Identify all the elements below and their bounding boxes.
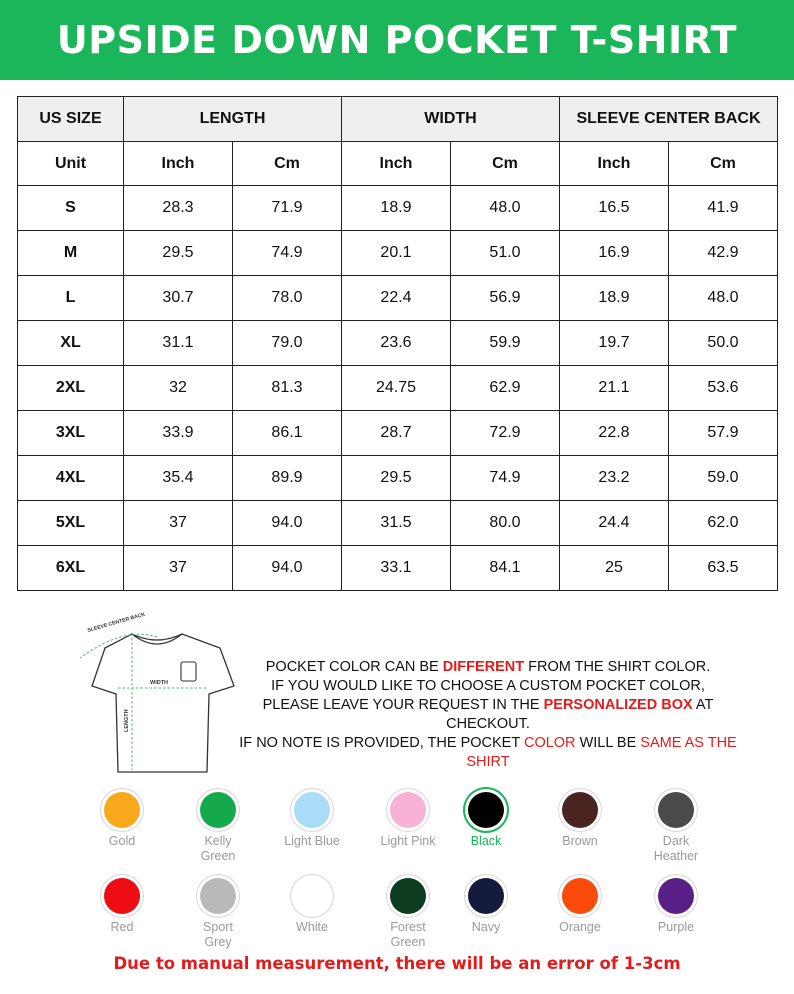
size-cell: XL	[18, 321, 124, 366]
swatch-circle	[200, 792, 236, 828]
table-row	[18, 321, 778, 366]
table-row	[18, 411, 778, 456]
value-cell: 51.0	[451, 231, 560, 276]
color-swatch-purple[interactable]	[628, 876, 724, 935]
swatch-circle	[390, 792, 426, 828]
value-cell: 89.9	[233, 456, 342, 501]
note-text: FROM THE SHIRT COLOR.	[524, 659, 711, 675]
table-row	[18, 366, 778, 411]
value-cell: 33.9	[124, 411, 233, 456]
color-swatch-sport-grey[interactable]	[170, 876, 266, 950]
swatch-label: Kelly Green	[200, 834, 236, 863]
value-cell: 59.0	[669, 456, 778, 501]
unit-cell: Cm	[669, 142, 778, 186]
unit-cell: Inch	[560, 142, 669, 186]
unit-cell: Cm	[451, 142, 560, 186]
value-cell: 56.9	[451, 276, 560, 321]
header-length: LENGTH	[124, 97, 342, 142]
swatch-label: Dark Heather	[653, 834, 699, 863]
table-row	[18, 501, 778, 546]
value-cell: 94.0	[233, 501, 342, 546]
note-line	[222, 658, 754, 677]
value-cell: 29.5	[342, 456, 451, 501]
swatch-label: Sport Grey	[203, 920, 233, 949]
sleeve-label: SLEEVE CENTER BACK	[86, 611, 146, 634]
width-label: WIDTH	[150, 680, 169, 686]
t-shirt-measurement-diagram	[72, 604, 242, 784]
value-cell: 18.9	[560, 276, 669, 321]
value-cell: 79.0	[233, 321, 342, 366]
note-text: POCKET COLOR CAN BE	[265, 659, 443, 675]
header-us-size: US SIZE	[18, 97, 124, 142]
value-cell: 74.9	[451, 456, 560, 501]
value-cell: 31.1	[124, 321, 233, 366]
color-swatch-navy[interactable]	[438, 876, 534, 935]
pocket-shape	[181, 662, 196, 681]
size-cell: 4XL	[18, 456, 124, 501]
value-cell: 29.5	[124, 231, 233, 276]
swatch-label: Orange	[559, 920, 601, 934]
note-text: AT CHECKOUT.	[446, 697, 714, 732]
value-cell: 19.7	[560, 321, 669, 366]
header-row	[18, 97, 778, 142]
value-cell: 30.7	[124, 276, 233, 321]
note-line: IF YOU WOULD LIKE TO CHOOSE A CUSTOM POCKET COLOR,	[271, 678, 705, 694]
unit-cell: Unit	[18, 142, 124, 186]
unit-row	[18, 142, 778, 186]
swatch-circle	[104, 878, 140, 914]
note-line	[222, 696, 754, 734]
table-row	[18, 546, 778, 591]
value-cell: 42.9	[669, 231, 778, 276]
swatch-circle	[104, 792, 140, 828]
swatch-label: Light Blue	[284, 834, 340, 848]
length-label: LENGTH	[124, 709, 130, 732]
value-cell: 31.5	[342, 501, 451, 546]
value-cell: 53.6	[669, 366, 778, 411]
value-cell: 50.0	[669, 321, 778, 366]
swatch-label: Navy	[471, 920, 501, 934]
unit-cell: Inch	[342, 142, 451, 186]
value-cell: 23.6	[342, 321, 451, 366]
note-text: WILL BE	[575, 735, 641, 751]
value-cell: 24.4	[560, 501, 669, 546]
swatch-circle	[658, 792, 694, 828]
header-width: WIDTH	[342, 97, 560, 142]
value-cell: 16.5	[560, 186, 669, 231]
swatch-circle	[468, 792, 504, 828]
table-row	[18, 456, 778, 501]
swatch-label: Red	[110, 920, 134, 934]
size-chart-table	[17, 96, 778, 591]
color-swatch-white[interactable]	[264, 876, 360, 935]
value-cell: 74.9	[233, 231, 342, 276]
size-cell: 5XL	[18, 501, 124, 546]
value-cell: 32	[124, 366, 233, 411]
color-swatch-brown[interactable]	[532, 790, 628, 849]
swatch-label: Brown	[562, 834, 598, 848]
size-cell: 6XL	[18, 546, 124, 591]
value-cell: 37	[124, 546, 233, 591]
value-cell: 21.1	[560, 366, 669, 411]
value-cell: 57.9	[669, 411, 778, 456]
value-cell: 22.4	[342, 276, 451, 321]
swatch-circle	[294, 792, 330, 828]
value-cell: 37	[124, 501, 233, 546]
value-cell: 18.9	[342, 186, 451, 231]
measurement-disclaimer: Due to manual measurement, there will be an error of 1-3cm	[113, 954, 681, 973]
note-highlight: DIFFERENT	[442, 659, 525, 675]
value-cell: 71.9	[233, 186, 342, 231]
color-swatch-light-blue[interactable]	[264, 790, 360, 849]
size-cell: S	[18, 186, 124, 231]
value-cell: 86.1	[233, 411, 342, 456]
swatch-circle	[294, 878, 330, 914]
note-highlight: PERSONALIZED BOX	[543, 697, 693, 713]
value-cell: 16.9	[560, 231, 669, 276]
color-swatch-kelly-green[interactable]	[170, 790, 266, 864]
value-cell: 84.1	[451, 546, 560, 591]
swatch-label: Purple	[657, 920, 695, 934]
swatch-circle	[658, 878, 694, 914]
color-swatch-gold[interactable]	[74, 790, 170, 849]
value-cell: 22.8	[560, 411, 669, 456]
note-text: IF NO NOTE IS PROVIDED, THE POCKET	[239, 735, 524, 751]
value-cell: 62.9	[451, 366, 560, 411]
size-cell: L	[18, 276, 124, 321]
size-cell: 3XL	[18, 411, 124, 456]
note-highlight: SAME AS THE SHIRT	[466, 735, 737, 770]
value-cell: 81.3	[233, 366, 342, 411]
color-swatch-grid	[74, 790, 754, 955]
header-sleeve-center-back: SLEEVE CENTER BACK	[560, 97, 778, 142]
value-cell: 35.4	[124, 456, 233, 501]
swatch-label: Forest Green	[390, 920, 426, 949]
page-title: UPSIDE DOWN POCKET T-SHIRT	[56, 18, 738, 62]
value-cell: 20.1	[342, 231, 451, 276]
table-row	[18, 276, 778, 321]
swatch-label: Gold	[108, 834, 136, 848]
table-row	[18, 231, 778, 276]
t-shirt-outline	[92, 634, 234, 772]
title-banner	[0, 0, 794, 80]
swatch-label: Black	[470, 834, 502, 848]
swatch-circle	[562, 792, 598, 828]
swatch-circle	[200, 878, 236, 914]
note-line	[222, 734, 754, 772]
value-cell: 28.7	[342, 411, 451, 456]
value-cell: 25	[560, 546, 669, 591]
pocket-color-note	[222, 658, 754, 772]
value-cell: 78.0	[233, 276, 342, 321]
color-swatch-dark-heather[interactable]	[628, 790, 724, 864]
value-cell: 80.0	[451, 501, 560, 546]
color-swatch-black[interactable]	[438, 790, 534, 849]
table-row	[18, 186, 778, 231]
value-cell: 28.3	[124, 186, 233, 231]
value-cell: 33.1	[342, 546, 451, 591]
color-swatch-red[interactable]	[74, 876, 170, 935]
size-cell: 2XL	[18, 366, 124, 411]
value-cell: 23.2	[560, 456, 669, 501]
value-cell: 48.0	[451, 186, 560, 231]
note-highlight: COLOR	[523, 735, 576, 751]
color-swatch-orange[interactable]	[532, 876, 628, 935]
value-cell: 59.9	[451, 321, 560, 366]
swatch-circle	[468, 878, 504, 914]
value-cell: 94.0	[233, 546, 342, 591]
value-cell: 41.9	[669, 186, 778, 231]
swatch-label: Light Pink	[380, 834, 436, 848]
swatch-label: White	[296, 920, 328, 934]
swatch-circle	[562, 878, 598, 914]
size-cell: M	[18, 231, 124, 276]
unit-cell: Inch	[124, 142, 233, 186]
value-cell: 24.75	[342, 366, 451, 411]
value-cell: 63.5	[669, 546, 778, 591]
value-cell: 48.0	[669, 276, 778, 321]
unit-cell: Cm	[233, 142, 342, 186]
note-text: PLEASE LEAVE YOUR REQUEST IN THE	[262, 697, 544, 713]
value-cell: 72.9	[451, 411, 560, 456]
value-cell: 62.0	[669, 501, 778, 546]
swatch-circle	[390, 878, 426, 914]
